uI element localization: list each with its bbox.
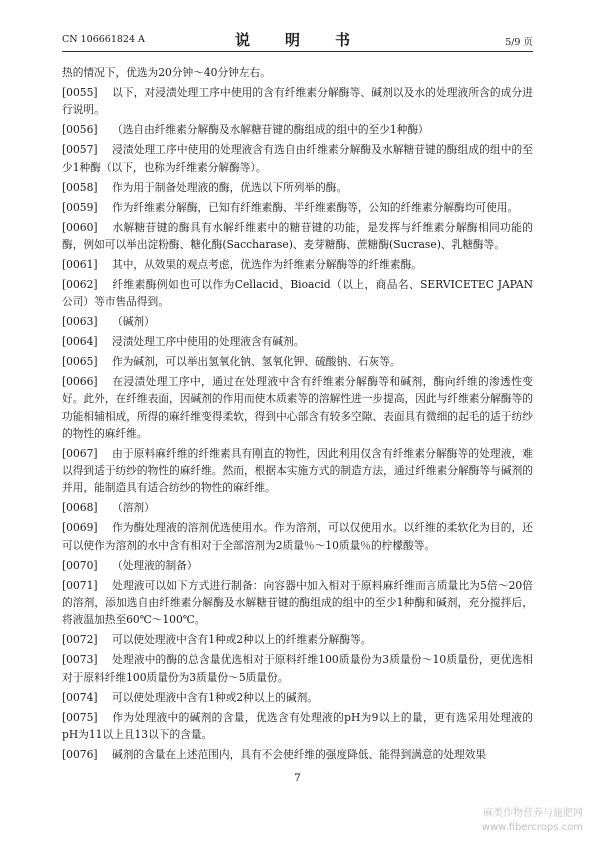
paragraph-number: [0072] [62,633,98,647]
paragraph [62,651,533,686]
paragraph-number: [0065] [62,355,98,369]
paragraph-number: [0062] [62,277,98,291]
paragraph-text: 作为碱剂，可以举出氢氧化钠、氢氧化钾、硫酸钠、石灰等。 [112,355,401,369]
paragraph-text: 以下，对浸渍处理工序中使用的含有纤维素分解酶等、碱剂以及水的处理液所含的成分进行说明。 [62,85,533,117]
paragraph-number: [0066] [62,375,98,388]
document-title: 说 明 书 [234,31,360,49]
paragraph-text: 其中，从效果的观点考虑，优选作为纤维素分解酶等的纤维素酶。 [112,257,422,271]
paragraph [62,689,533,706]
paragraph [62,276,533,311]
paragraph [62,121,533,138]
paragraph-number: [0063] [62,315,98,329]
paragraph-number: [0074] [62,690,98,704]
paragraph-number: [0071] [62,578,98,592]
paragraph [62,519,533,554]
paragraph-number: [0076] [62,747,98,761]
watermark-site-name: 麻类作物营养与施肥网 [483,808,583,819]
paragraph [62,199,533,216]
paragraph-number: [0057] [62,143,98,157]
paragraph-text: 纤维素酶例如也可以作为Cellacid、Bioacid（以上，商品名、SERVICETEC JAPAN公司）等市售品得到。 [62,277,533,309]
paragraph-text: （选自由纤维素分解酶及水解糖苷键的酶组成的组中的至少1种酶） [112,123,429,137]
paragraph-number: [0060] [62,220,98,234]
paragraph-number: [0055] [62,85,98,99]
paragraph-text: 可以使处理液中含有1种或2种以上的碱剂。 [112,690,318,704]
paragraph-number: [0075] [62,710,98,724]
paragraph-number: [0067] [62,446,98,460]
paragraph-number: [0059] [62,200,98,214]
paragraph [62,353,533,370]
paragraph [62,313,533,330]
paragraph-number: [0069] [62,521,98,535]
paragraph-text: 在浸渍处理工序中，通过在处理液中含有纤维素分解酶等和碱剂，酶向纤维的渗透性变好。此外，在纤维表面，因碱剂的作用而使木质素等的溶解性进一步提高，因此与纤维素分解酶等的功能相辅相成，所得的麻纤维变得柔软，得到中心部含有较多空隙、表面具有微细的起毛的适于纺纱的物性的麻纤维。 [62,375,533,440]
watermark [482,807,583,835]
paragraph-text: 由于原料麻纤维的纤维素具有刚直的物性，因此利用仅含有纤维素分解酶等的处理液，难以得到适于纺纱的物性的麻纤维。然而，根据本实施方式的制造方法，通过纤维素分解酶等与碱剂的并用，能制造具有适合纺纱的物性的麻纤维。 [62,446,533,495]
paragraph [62,577,533,629]
paragraph-text: 热的情况下，优选为20分钟～40分钟左右。 [62,66,271,79]
paragraph [62,141,533,176]
paragraph-text: 水解糖苷键的酶具有水解纤维素中的糖苷键的功能，是发挥与纤维素分解酶相同功能的酶，例如可以举出淀粉酶、糖化酶(Saccharase)、麦芽糖酶、蔗糖酶(Sucrase)、乳糖酶等。 [62,220,533,251]
paragraph-number: [0073] [62,653,98,667]
paragraph-number: [0061] [62,257,98,271]
paragraph [62,373,533,442]
paragraph-number: [0064] [62,335,98,349]
document-body [62,64,533,766]
paragraph-text: 浸渍处理工序中使用的处理液含有选自由纤维素分解酶及水解糖苷键的酶组成的组中的至少1种酶（以下，也称为纤维素分解酶等）。 [62,143,533,174]
paragraph [62,256,533,273]
page-number: 7 [294,772,301,784]
paragraph-text: 浸渍处理工序中使用的处理液含有碱剂。 [112,335,305,349]
paragraph [62,709,533,744]
paragraph-text: 作为酶处理液的溶剂优选使用水。作为溶剂，可以仅使用水。以纤维的柔软化为目的，还可以使作为溶剂的水中含有相对于全部溶剂为2质量％～10质量％的柠檬酸等。 [62,521,533,552]
paragraph-text: 可以使处理液中含有1种或2种以上的纤维素分解酶等。 [112,633,372,647]
paragraph-number: [0068] [62,501,98,515]
paragraph-text: 处理液中的酶的总含量优选相对于原料纤维100质量份为3质量份～10质量份，更优选相对于原料纤维100质量份为3质量份～5质量份。 [62,653,533,684]
paragraph-text: 处理液可以如下方式进行制备：向容器中加入相对于原料麻纤维而言质量比为5倍～20倍的溶剂，添加选自由纤维素分解酶及水解糖苷键的酶组成的组中的至少1种酶和碱剂，充分搅拌后，将液温加热至60℃～100℃。 [62,578,533,627]
paragraph [62,64,533,81]
paragraph-text: 碱剂的含量在上述范围内，具有不会使纤维的强度降低、能得到满意的处理效果 [112,747,487,761]
paragraph-text: （溶剂） [112,501,155,515]
page-of-total: 5/9 页 [505,37,533,48]
patent-number: CN 106661824 A [62,34,145,45]
watermark-url: www.fibercrops.com [481,822,583,833]
header-rule [62,51,533,52]
paragraph-text: （碱剂） [112,315,155,329]
paragraph-number: [0070] [62,558,98,572]
paragraph-number: [0058] [62,180,98,194]
paragraph [62,557,533,574]
paragraph-number: [0056] [62,123,98,137]
paragraph-text: 作为用于制备处理液的酶，优选以下所列举的酶。 [112,180,348,194]
paragraph [62,746,533,763]
paragraph [62,179,533,196]
paragraph-text: 作为纤维素分解酶，已知有纤维素酶、半纤维素酶等，公知的纤维素分解酶均可使用。 [112,200,519,214]
paragraph [62,333,533,350]
paragraph-text: 作为处理液中的碱剂的含量，优选含有处理液的pH为9以上的量，更有选采用处理液的pH为11以上且13以下的含量。 [62,710,533,741]
paragraph-text: （处理液的制备） [112,558,198,572]
paragraph [62,219,533,254]
paragraph [62,631,533,648]
paragraph [62,445,533,497]
paragraph [62,499,533,516]
paragraph [62,84,533,119]
